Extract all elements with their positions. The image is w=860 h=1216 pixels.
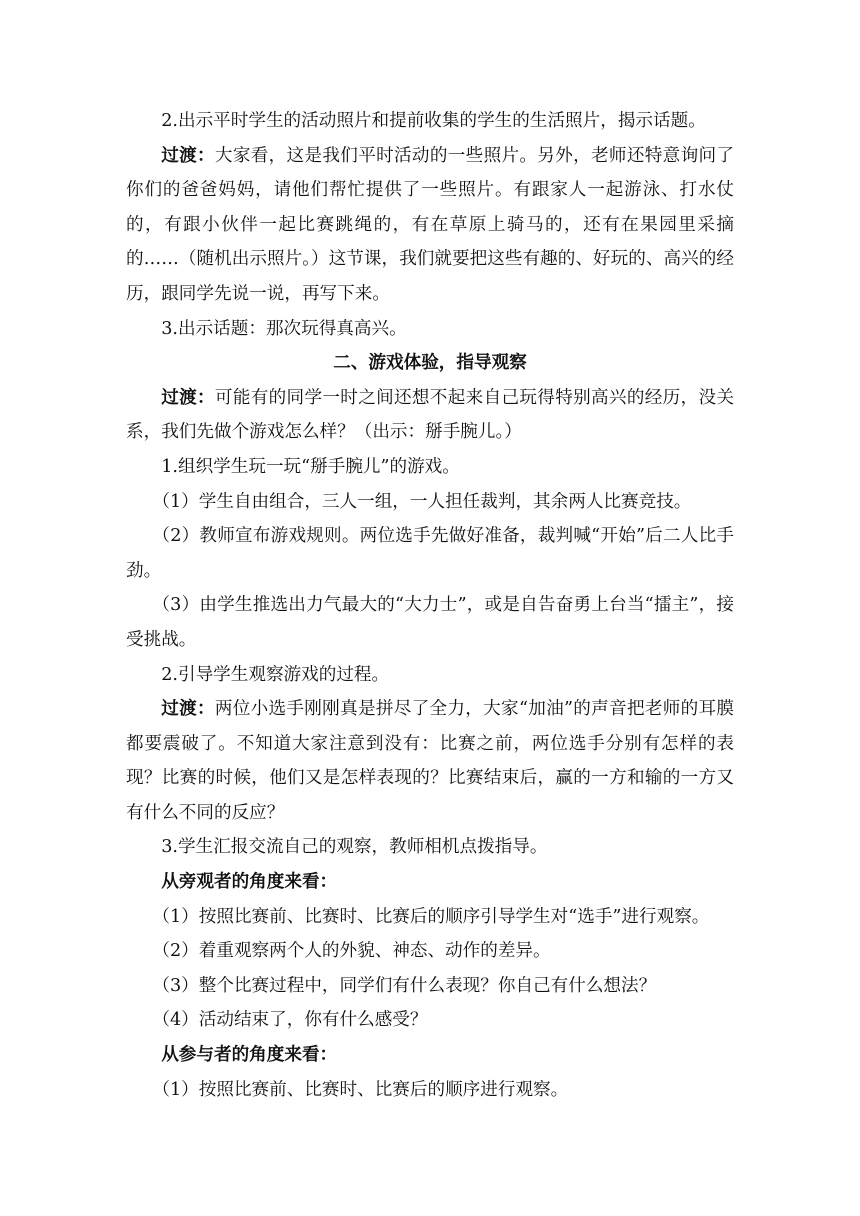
paragraph-text: 可能有的同学一时之间还想不起来自己玩得特别高兴的经历，没关系，我们先做个游戏怎么样？（出示：掰手腕儿。） — [126, 387, 734, 443]
paragraph-3 — [126, 312, 734, 347]
section-heading — [126, 346, 734, 381]
paragraph-5 — [126, 450, 734, 485]
transition-label: 过渡： — [161, 698, 215, 720]
paragraph-18 — [126, 1073, 734, 1108]
paragraph-10 — [126, 692, 734, 830]
paragraph-text: （3）由学生推选出力气最大的“大力士”，或是自告奋勇上台当“擂主”，接受挑战。 — [126, 595, 734, 650]
transition-label: 过渡： — [161, 144, 215, 166]
paragraph-11 — [126, 830, 734, 865]
paragraph-text: 大家看，这是我们平时活动的一些照片。另外，老师还特意询问了你们的爸爸妈妈，请他们帮忙提供了一些照片。有跟家人一起游泳、打水仗的，有跟小伙伴一起比赛跳绳的，有在草原上骑马的，还有在果园里采摘的……（随机出示照片。）这节课，我们就要把这些有趣的、好玩的、高兴的经历，跟同学先说一说，再写下来。 — [126, 145, 734, 304]
paragraph-text: （2）教师宣布游戏规则。两位选手先做好准备，裁判喊“开始”后二人比手劲。 — [126, 526, 734, 581]
paragraph-text: （1）按照比赛前、比赛时、比赛后的顺序引导学生对“选手”进行观察。 — [152, 906, 710, 927]
paragraph-9 — [126, 658, 734, 693]
paragraph-text: （2）着重观察两个人的外貌、神态、动作的差异。 — [152, 941, 551, 962]
paragraph-14 — [126, 934, 734, 969]
participant-heading-text: 从参与者的角度来看： — [161, 1044, 338, 1066]
observer-heading-text: 从旁观者的角度来看： — [161, 871, 338, 893]
paragraph-4 — [126, 381, 734, 450]
paragraph-text: 2.引导学生观察游戏的过程。 — [161, 664, 390, 685]
paragraph-text: 3.学生汇报交流自己的观察，教师相机点拨指导。 — [161, 837, 548, 858]
paragraph-8 — [126, 588, 734, 657]
paragraph-1 — [126, 104, 734, 139]
paragraph-text: （3）整个比赛过程中，同学们有什么表现？你自己有什么想法？ — [152, 975, 657, 996]
paragraph-text: （1）按照比赛前、比赛时、比赛后的顺序进行观察。 — [152, 1079, 569, 1100]
paragraph-6 — [126, 485, 734, 520]
paragraph-15 — [126, 969, 734, 1004]
section-heading-text: 二、游戏体验，指导观察 — [333, 352, 527, 374]
paragraph-text: 1.组织学生玩一玩“掰手腕儿”的游戏。 — [161, 456, 460, 477]
participant-heading — [126, 1038, 734, 1073]
paragraph-text: （1）学生自由组合，三人一组，一人担任裁判，其余两人比赛竞技。 — [152, 491, 692, 512]
paragraph-text: 2.出示平时学生的活动照片和提前收集的学生的生活照片，揭示话题。 — [161, 111, 706, 131]
paragraph-2 — [126, 139, 734, 312]
transition-label: 过渡： — [161, 386, 215, 408]
document-page — [126, 104, 734, 1107]
observer-heading — [126, 865, 734, 900]
paragraph-7 — [126, 519, 734, 588]
paragraph-text: 3.出示话题：那次玩得真高兴。 — [161, 318, 407, 339]
paragraph-text: （4）活动结束了，你有什么感受？ — [152, 1010, 428, 1031]
paragraph-13 — [126, 900, 734, 935]
paragraph-16 — [126, 1003, 734, 1038]
paragraph-text: 两位小选手刚刚真是拼尽了全力，大家“加油”的声音把老师的耳膜都要震破了。不知道大家注意到没有：比赛之前，两位选手分别有怎样的表现？比赛的时候，他们又是怎样表现的？比赛结束后，赢的一方和输的一方又有什么不同的反应？ — [126, 699, 734, 823]
